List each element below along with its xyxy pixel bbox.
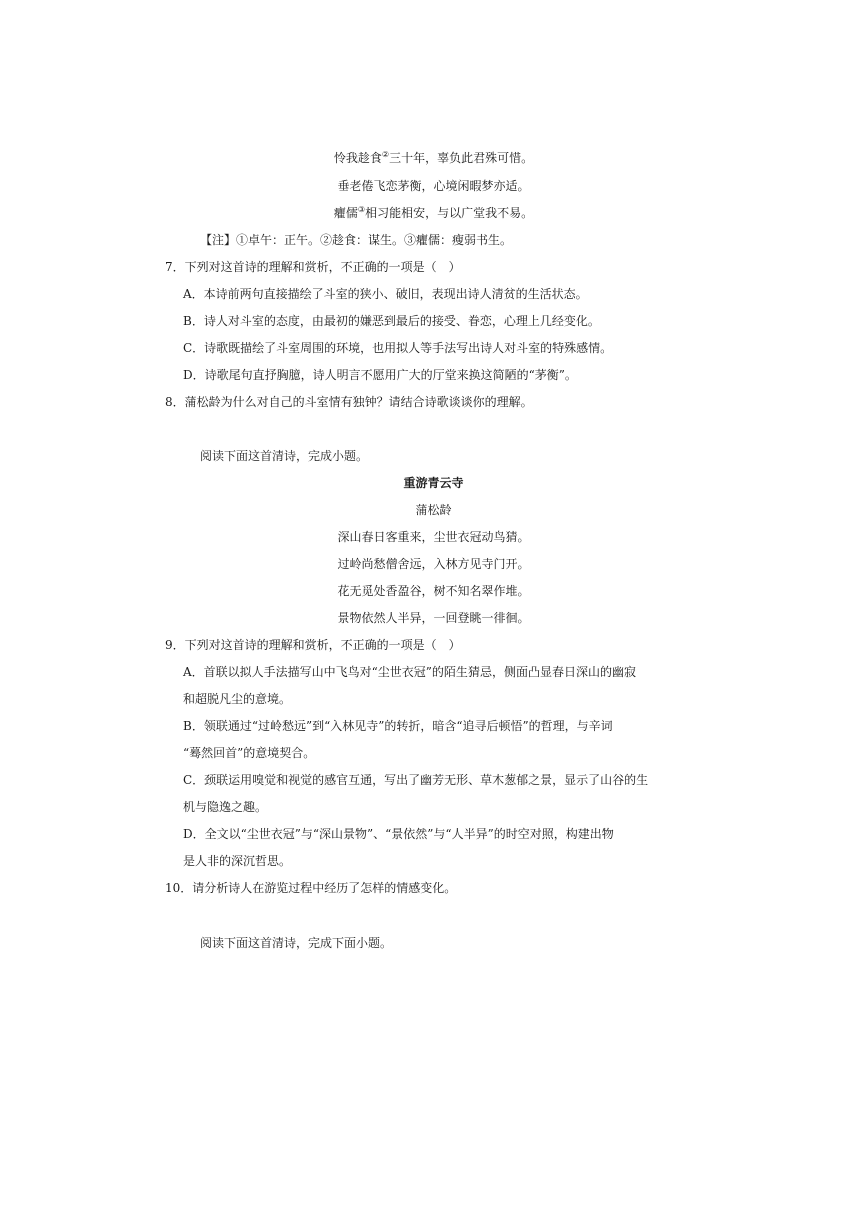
q9-option-a-line2: 和超脱凡尘的意境。: [183, 692, 292, 706]
q7-option-d: D．诗歌尾句直抒胸臆，诗人明言不愿用广大的厅堂来换这简陋的“茅衡”。: [183, 368, 577, 382]
q10-stem: 10．请分析诗人在游览过程中经历了怎样的情感变化。: [165, 881, 457, 895]
poem1-line5: [0, 150, 867, 166]
poem2-line1: 深山春日客重来，尘世衣冠动鸟猜。: [337, 530, 530, 544]
poem1-line5-text-a: 怜我趁食: [333, 151, 382, 165]
footnote-marker: ②: [381, 150, 390, 159]
poem1-line7-text-b: 相习能相安，与以广堂我不易。: [365, 206, 534, 220]
poem1-line7: [0, 205, 867, 221]
poem2-line4: 景物依然人半异，一回登眺一徘徊。: [337, 611, 530, 625]
q9-option-b-line2: “蓦然回首”的意境契合。: [183, 746, 316, 760]
q7-option-b: B．诗人对斗室的态度，由最初的嫌恶到最后的接受、眷恋，心理上几经变化。: [183, 314, 600, 328]
reading-intro-3: 阅读下面这首清诗，完成下面小题。: [200, 936, 393, 950]
q7-stem: 7．下列对这首诗的理解和赏析，不正确的一项是（ ）: [165, 260, 461, 274]
q9-option-c-line2: 机与隐逸之趣。: [183, 800, 268, 814]
poem1-line6: 垂老倦飞恋茅衡，心境闲暇梦亦适。: [337, 179, 530, 193]
q8-stem: 8．蒲松龄为什么对自己的斗室情有独钟？请结合诗歌谈谈你的理解。: [165, 395, 533, 409]
poem2-title: 重游青云寺: [403, 476, 464, 490]
q9-option-d-line2: 是人非的深沉哲思。: [183, 854, 292, 868]
q7-option-c: C．诗歌既描绘了斗室周围的环境，也用拟人等手法写出诗人对斗室的特殊感情。: [183, 341, 613, 355]
q9-stem: 9．下列对这首诗的理解和赏析，不正确的一项是（ ）: [165, 638, 461, 652]
q9-option-d-line1: D．全文以“尘世衣冠”与“深山景物”、“景依然”与“人半异”的时空对照，构建出物: [183, 827, 614, 841]
q9-option-c-line1: C．颈联运用嗅觉和视觉的感官互通，写出了幽芳无形、草木葱郁之景，显示了山谷的生: [183, 773, 649, 787]
reading-intro-2: 阅读下面这首清诗，完成小题。: [200, 449, 369, 463]
poem2-line3: 花无觅处香盈谷，树不知名翠作堆。: [337, 584, 530, 598]
poem1-line5-text-b: 三十年，辜负此君殊可惜。: [389, 151, 534, 165]
poem2-line2: 过岭尚愁僧舍远，入林方见寺门开。: [337, 557, 530, 571]
footnote-marker: ③: [357, 205, 366, 214]
q9-option-b-line1: B．领联通过“过岭愁远”到“入林见寺”的转折，暗含“追寻后顿悟”的哲理，与辛词: [183, 719, 613, 733]
poem1-note: 【注】①卓午：正午。②趁食：谋生。③癯儒：瘦弱书生。: [200, 233, 513, 247]
poem1-line7-text-a: 癯儒: [333, 206, 358, 220]
q9-option-a-line1: A．首联以拟人手法描写山中飞鸟对“尘世衣冠”的陌生猜忌，侧面凸显春日深山的幽寂: [183, 665, 636, 679]
q7-option-a: A．本诗前两句直接描绘了斗室的狭小、破旧，表现出诗人清贫的生活状态。: [183, 287, 588, 301]
poem2-author: 蒲松龄: [415, 503, 452, 517]
